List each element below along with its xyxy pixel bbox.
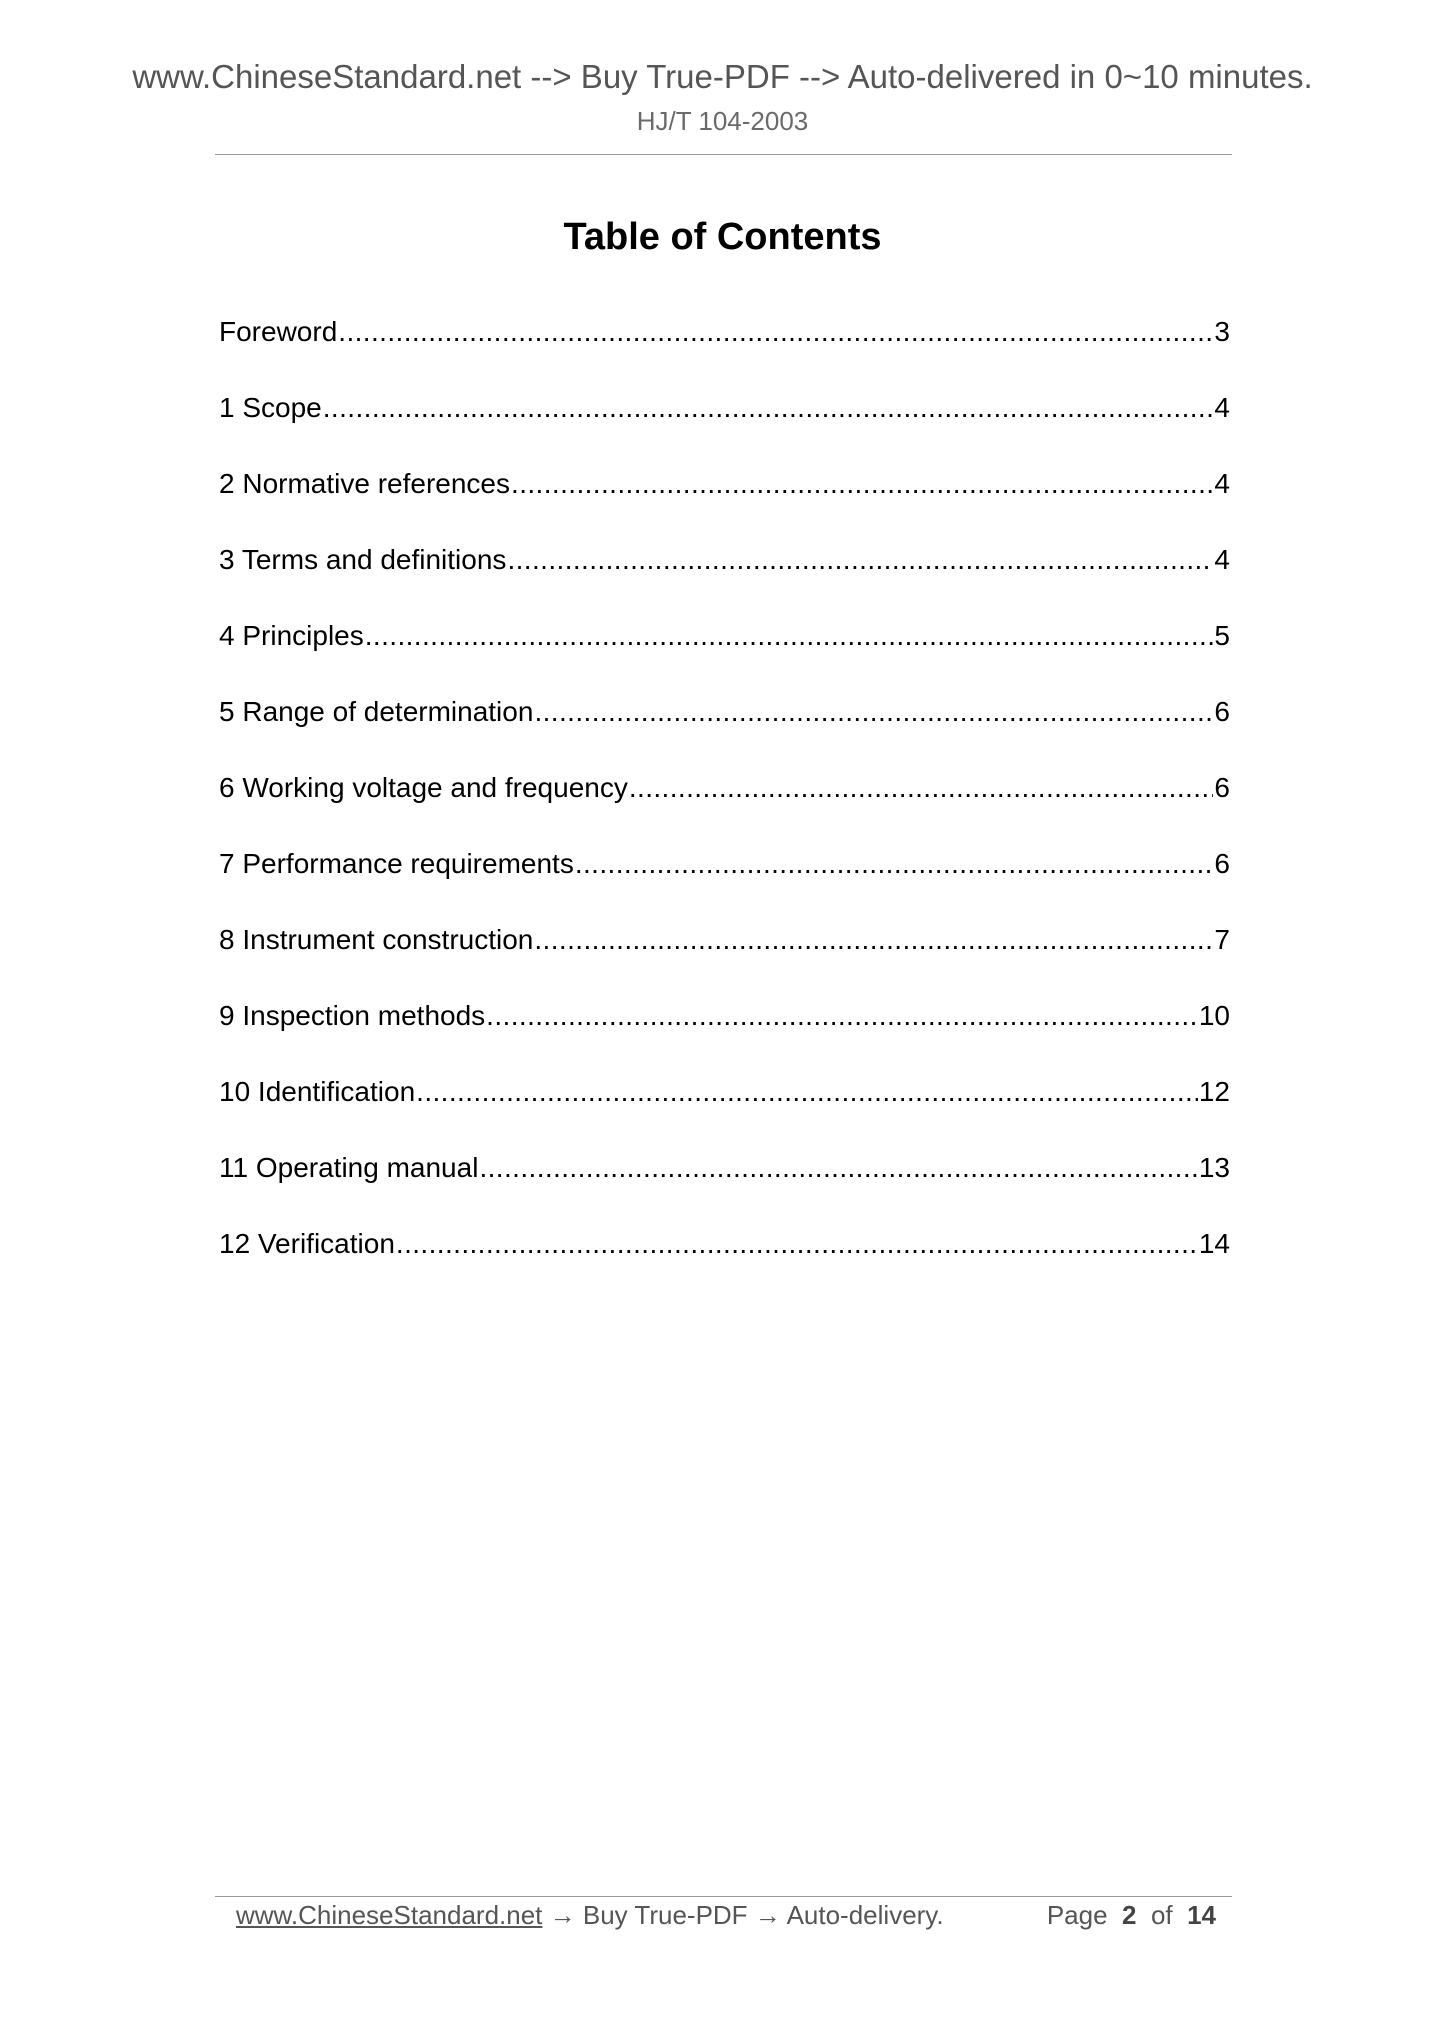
footer-site-link[interactable]: www.ChineseStandard.net: [236, 1900, 543, 1930]
toc-entry-page: 10: [1198, 1000, 1230, 1031]
toc-entry-page: 4: [1214, 468, 1230, 499]
toc-entry-page: 13: [1198, 1152, 1230, 1183]
page-label: Page: [1046, 1900, 1108, 1930]
toc-entry-page: 5: [1214, 620, 1230, 651]
toc-entry-title: 7 Performance requirements: [219, 848, 574, 879]
toc-entry-page: 6: [1214, 848, 1230, 879]
toc-entry-foreword[interactable]: [219, 312, 1230, 388]
toc-entry-title: 8 Instrument construction: [219, 924, 534, 955]
toc-leader-dots: [396, 1224, 1198, 1264]
toc-leader-dots: [507, 540, 1213, 580]
toc-leader-dots: [534, 920, 1213, 960]
toc-entry-page: 14: [1198, 1228, 1230, 1259]
header-divider: [215, 154, 1232, 155]
toc-entry-page: 6: [1214, 696, 1230, 727]
toc-entry-scope[interactable]: [219, 388, 1230, 464]
header-banner: www.ChineseStandard.net --> Buy True-PDF --> Auto-delivered in 0~10 minutes.: [132, 58, 1313, 95]
toc-leader-dots: [486, 996, 1198, 1036]
page-footer: [236, 1900, 1216, 1931]
toc-entry-title: 12 Verification: [219, 1228, 395, 1259]
toc-entry-verification[interactable]: [219, 1224, 1230, 1300]
toc-entry-page: 6: [1214, 772, 1230, 803]
toc-entry-title: 10 Identification: [219, 1076, 416, 1107]
toc-entry-page: 4: [1214, 544, 1230, 575]
toc-entry-instrument-construction[interactable]: [219, 920, 1230, 996]
toc-entry-title: Foreword: [219, 316, 338, 347]
toc-entry-working-voltage[interactable]: [219, 768, 1230, 844]
toc-entry-principles[interactable]: [219, 616, 1230, 692]
toc-entry-title: 9 Inspection methods: [219, 1000, 486, 1031]
toc-leader-dots: [479, 1148, 1197, 1188]
toc-entry-title: 4 Principles: [219, 620, 364, 651]
toc-entry-inspection-methods[interactable]: [219, 996, 1230, 1072]
toc-leader-dots: [511, 464, 1213, 504]
footer-tagline: → Buy True-PDF → Auto-delivery.: [542, 1900, 944, 1930]
toc-entry-page: 7: [1214, 924, 1230, 955]
toc-entry-title: 5 Range of determination: [219, 696, 534, 727]
toc-entry-normative-references[interactable]: [219, 464, 1230, 540]
toc-entry-title: 6 Working voltage and frequency: [219, 772, 628, 803]
toc-entry-title: 3 Terms and definitions: [219, 544, 507, 575]
toc-entry-page: 12: [1198, 1076, 1230, 1107]
toc-leader-dots: [629, 768, 1214, 808]
toc-leader-dots: [365, 616, 1214, 656]
toc-entry-range-of-determination[interactable]: [219, 692, 1230, 768]
toc-entry-title: 2 Normative references: [219, 468, 511, 499]
footer-divider: [215, 1896, 1232, 1897]
toc-entry-page: 3: [1214, 316, 1230, 347]
toc-entry-title: 1 Scope: [219, 392, 322, 423]
standard-code: HJ/T 104-2003: [636, 106, 809, 136]
footer-left: [236, 1900, 944, 1931]
toc-leader-dots: [416, 1072, 1198, 1112]
toc-entry-identification[interactable]: [219, 1072, 1230, 1148]
toc-entry-title: 11 Operating manual: [219, 1152, 479, 1183]
page-indicator: [1047, 1900, 1216, 1931]
toc-leader-dots: [323, 388, 1214, 428]
toc-entry-performance-requirements[interactable]: [219, 844, 1230, 920]
toc-entry-page: 4: [1214, 392, 1230, 423]
toc-leader-dots: [575, 844, 1214, 884]
page-title: Table of Contents: [563, 216, 882, 258]
toc-entry-operating-manual[interactable]: [219, 1148, 1230, 1224]
of-label: of: [1150, 1900, 1173, 1930]
page-current: 2: [1122, 1900, 1137, 1930]
page-total: 14: [1187, 1900, 1216, 1930]
toc-leader-dots: [534, 692, 1213, 732]
toc-leader-dots: [338, 312, 1213, 352]
toc-entry-terms-definitions[interactable]: [219, 540, 1230, 616]
table-of-contents: [219, 312, 1230, 1300]
